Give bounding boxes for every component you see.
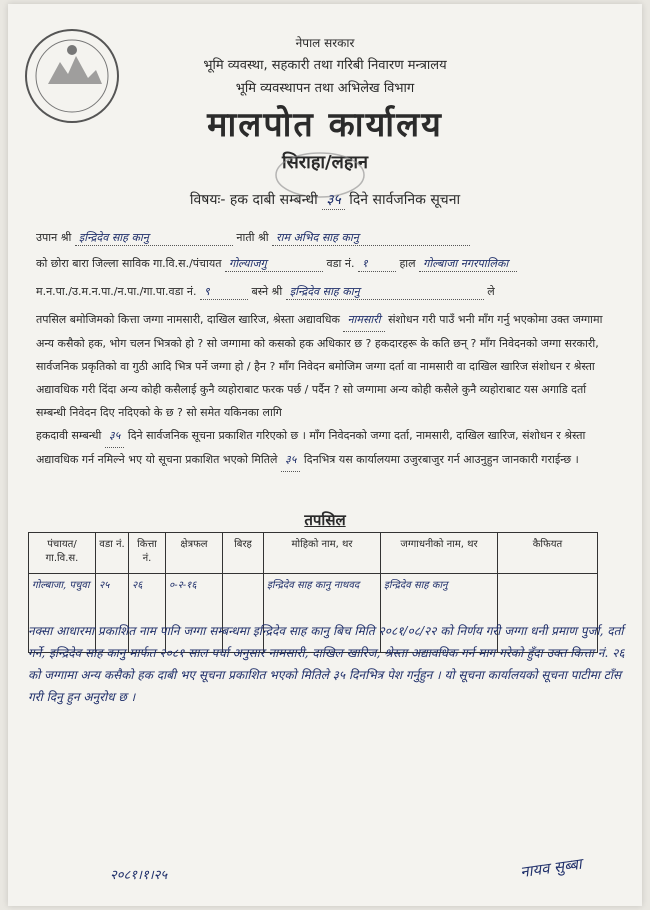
- resident-label: बस्ने श्री: [251, 285, 283, 298]
- cell-owner: इन्द्रिदेव साह कानु: [381, 574, 498, 653]
- applicant-name-label: उपान श्री: [36, 231, 72, 244]
- col-area: क्षेत्रफल: [166, 533, 223, 574]
- col-ward: वडा नं.: [96, 533, 129, 574]
- ministry-heading: भूमि व्यवस्था, सहकारी तथा गरिबी निवारण मन्त्रालय: [203, 58, 447, 73]
- office-location: सिराहा/लहान: [281, 152, 369, 173]
- col-birah: बिरह: [223, 533, 264, 574]
- notice-p2-days2: ३५: [281, 448, 300, 472]
- notice-p2-end: दिनभित्र यस कार्यालयमा उजुरबाजुर गर्न आउनुहुन जानकारी गराईन्छ ।: [303, 453, 579, 466]
- applicant-line-3: [36, 284, 495, 300]
- municipality-label: म.न.पा./उ.म.न.पा./न.पा./गा.पा.वडा नं.: [36, 285, 197, 298]
- cell-ward: २५: [96, 574, 129, 653]
- subject-suffix: दिने सार्वजनिक सूचना: [349, 192, 461, 208]
- government-heading: नेपाल सरकार: [295, 36, 355, 50]
- ward-number: १: [358, 256, 396, 272]
- ward-label: वडा नं.: [326, 257, 355, 270]
- notice-p2-days: ३५: [105, 424, 124, 448]
- cell-plot: २६: [129, 574, 166, 653]
- col-plot: कित्ता नं.: [129, 533, 166, 574]
- vdc-name: गोल्याजगु: [225, 256, 323, 272]
- current-label: हाल: [399, 257, 416, 270]
- grandfather-label: नाती श्री: [236, 231, 269, 244]
- applicant-line-2: [36, 256, 517, 272]
- grandfather-name: राम अभिद साह कानु: [272, 230, 470, 246]
- applicant-name: इन्द्रिदेव साह कानु: [75, 230, 233, 246]
- officer-signature: नायव सुब्बा: [519, 854, 583, 882]
- cell-vdc: गोल्बाजा, पचुवा: [29, 574, 96, 653]
- vdc-label: को छोरा बारा जिल्ला साविक गा.वि.स./पंचायत: [36, 257, 222, 270]
- applicant-line-1: [36, 230, 470, 246]
- col-tenant: मोहिको नाम, थर: [264, 533, 381, 574]
- notice-p1-start: तपसिल बमोजिमको कित्ता जग्गा नामसारी, दाखिल खारिज, श्रेस्ता अद्यावधिक: [36, 313, 340, 326]
- subject-days: ३५: [322, 190, 345, 210]
- resident-name: इन्द्रिदेव साह कानु: [286, 284, 484, 300]
- notice-paragraph-1: [36, 308, 606, 424]
- notice-p2-start: हकदावी सम्बन्धी: [36, 429, 102, 442]
- signature-date: २०८१।१।२५: [110, 868, 168, 883]
- table-header-row: [29, 533, 598, 574]
- department-heading: भूमि व्यवस्थापन तथा अभिलेख विभाग: [235, 81, 415, 96]
- current-address: गोल्बाजा नगरपालिका: [419, 256, 517, 272]
- cell-tenant: इन्द्रिदेव साह कानु नाथवद: [264, 574, 381, 653]
- municipality-ward: ९: [200, 284, 248, 300]
- handwritten-remarks: नक्सा आधारमा प्रकाशित नाम पानि जग्गा सम्बन्धमा इन्द्रिदेव साह कानु बिच मिति २०८१/०८/२२ को निर्णय गरी जग्गा धनी प्रमाण पुर्जा, दर्ता गर्ने, इन्द्रिदेव साह कानु मार्फत २०८१ साल पर्चा अनुसार नामसारी, दाखिल खारिज, श्रेस्ता अद्यावधिक गर्न माग गरेको हुँदा उक्त कित्ता नं. २६ को जग्गामा अन्य कसैको हक दाबी भए सूचना प्रकाशित भएको मितिले ३५ दिनभित्र पेश गर्नुहुन । यो सूचना कार्यालयको सूचना पाटीमा टाँस गरी दिनु हुन अनुरोध छ ।: [28, 624, 625, 704]
- schedule-title: तपसिल: [304, 511, 346, 529]
- cell-area: ०-२-१६: [166, 574, 223, 653]
- col-remarks: कैफियत: [498, 533, 598, 574]
- resident-suffix: ले: [487, 285, 495, 298]
- office-title: मालपोत कार्यालय: [207, 105, 443, 145]
- subject-label: विषयः- हक दाबी सम्बन्धी: [189, 192, 318, 208]
- col-vdc: पंचायत/ गा.वि.स.: [29, 533, 96, 574]
- notice-paragraph-2: [36, 424, 606, 472]
- col-owner: जग्गाधनीको नाम, थर: [381, 533, 498, 574]
- notice-p1-value: नामसारी: [343, 308, 384, 332]
- notice-p2-rest: दिने सार्वजनिक सूचना प्रकाशित गरिएको छ । माँग निवेदनको जग्गा दर्ता, नामसारी, दाखिल खारिज, संशोधन र श्रेस्ता अद्यावधिक गर्न नमिल्ने भए यो सूचना प्रकाशित भएको मितिले: [36, 429, 586, 466]
- subject-line: [0, 190, 650, 210]
- notice-p1-rest: संशोधन गरी पाउँ भनी माँग गर्नु भएकोमा उक्त जग्गामा अन्य कसैको हक, भोग चलन भित्रको हो ? सो जग्गामा को कसको हक अधिकार छ ? हकदारहरू के कति छन् ? माँग निवेदनको जग्गा सरकारी, सार्वजनिक प्रकृतिको वा गुठी आदि भित्र पर्ने जग्गा हो / हैन ? माँग निवेदन बमोजिम जग्गा दर्ता वा नामसारी वा दाखिल खारिज संशोधन र श्रेस्ता अद्यावधिक गरी दिंदा अन्य कोही कसैलाई कुनै व्यहोराबाट फरक पर्छ / पर्दैन ? सो जग्गामा अन्य कोही कसैले कुनै व्यहोराबाट यस अगाडि दर्ता सम्बन्धी निवेदन दिए नदिएको के छ ? सो समेत यकिनका लागि: [36, 313, 603, 419]
